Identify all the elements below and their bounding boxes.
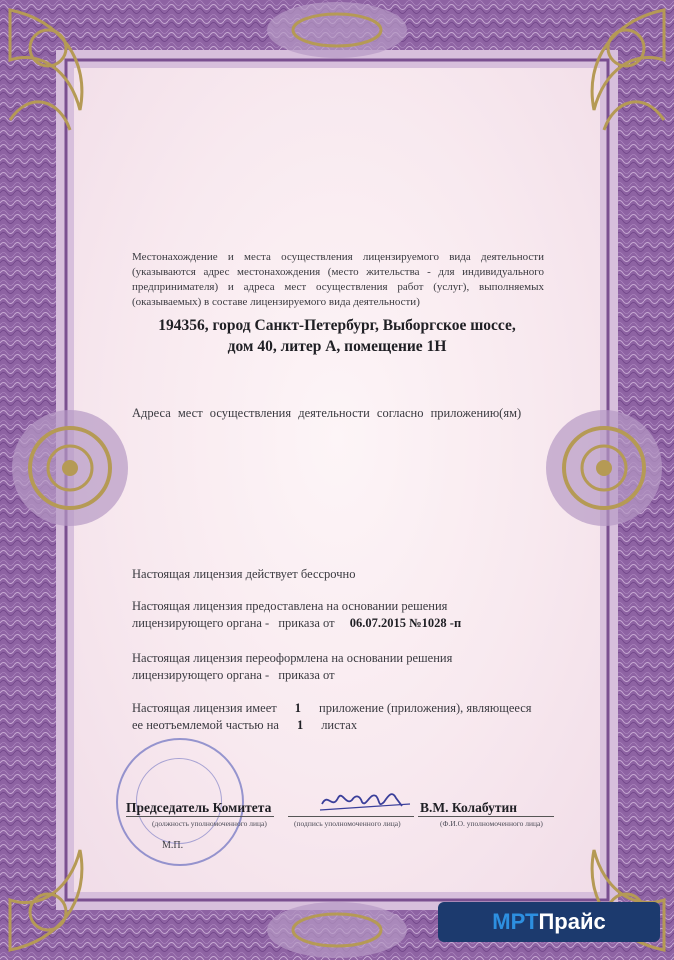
annex-count: 1 xyxy=(294,701,301,715)
stamp-place-mark: М.П. xyxy=(162,840,184,851)
reissue-prefix: лицензирующего органа - xyxy=(132,668,270,682)
annex-prefix: Настоящая лицензия имеет xyxy=(132,701,277,715)
addresses-note: Адреса мест осуществления деятельности согласно приложению(ям) xyxy=(132,406,522,420)
position-underline xyxy=(126,816,274,817)
caption-name: (Ф.И.О. уполномоченного лица) xyxy=(440,819,543,828)
license-address xyxy=(100,315,574,357)
address-line-2: дом 40, литер А, помещение 1Н xyxy=(227,338,447,355)
basis-order: приказа от xyxy=(278,616,335,630)
reissue-line-2 xyxy=(132,667,335,684)
sheet-prefix: ее неотъемлемой частью на xyxy=(132,718,279,732)
signatory-position: Председатель Комитета xyxy=(126,800,272,815)
annex-suffix: приложение (приложения), являющееся xyxy=(319,701,532,715)
mrtprice-watermark-logo xyxy=(438,902,660,942)
sheet-count: 1 xyxy=(296,718,304,732)
location-heading: Местонахождение и места осуществления лицензируемого вида деятельности (указываются адрес местонахождения (место жительства - для индивидуального предпринимателя) и адреса мест осуществления работ (услуг), выполняемых (оказываемых) в составе лицензируемого вида деятельности) xyxy=(132,251,544,308)
annex-line-2 xyxy=(132,717,357,734)
reissue-line-1: Настоящая лицензия переоформлена на основании решения xyxy=(132,651,453,665)
caption-position: (должность уполномоченного лица) xyxy=(152,819,267,828)
logo-part-mrt: МРТ xyxy=(492,909,539,934)
basis-line-1: Настоящая лицензия предоставлена на основании решения xyxy=(132,599,448,613)
order-date-number: 06.07.2015 №1028 -п xyxy=(349,616,462,630)
signatory-name: В.М. Колабутин xyxy=(420,800,518,815)
address-line-1: 194356, город Санкт-Петербург, Выборгское шоссе, xyxy=(158,317,516,334)
name-underline xyxy=(418,816,554,817)
sheet-suffix: листах xyxy=(321,718,358,732)
caption-signature: (подпись уполномоченного лица) xyxy=(294,819,401,828)
signature-underline xyxy=(288,816,414,817)
basis-line-2 xyxy=(132,615,461,632)
logo-part-price: Прайс xyxy=(538,909,606,934)
basis-prefix: лицензирующего органа - xyxy=(132,616,270,630)
reissue-order: приказа от xyxy=(278,668,335,682)
handwritten-signature xyxy=(316,784,416,816)
annex-line-1 xyxy=(132,700,532,717)
validity-text: Настоящая лицензия действует бессрочно xyxy=(132,567,356,581)
